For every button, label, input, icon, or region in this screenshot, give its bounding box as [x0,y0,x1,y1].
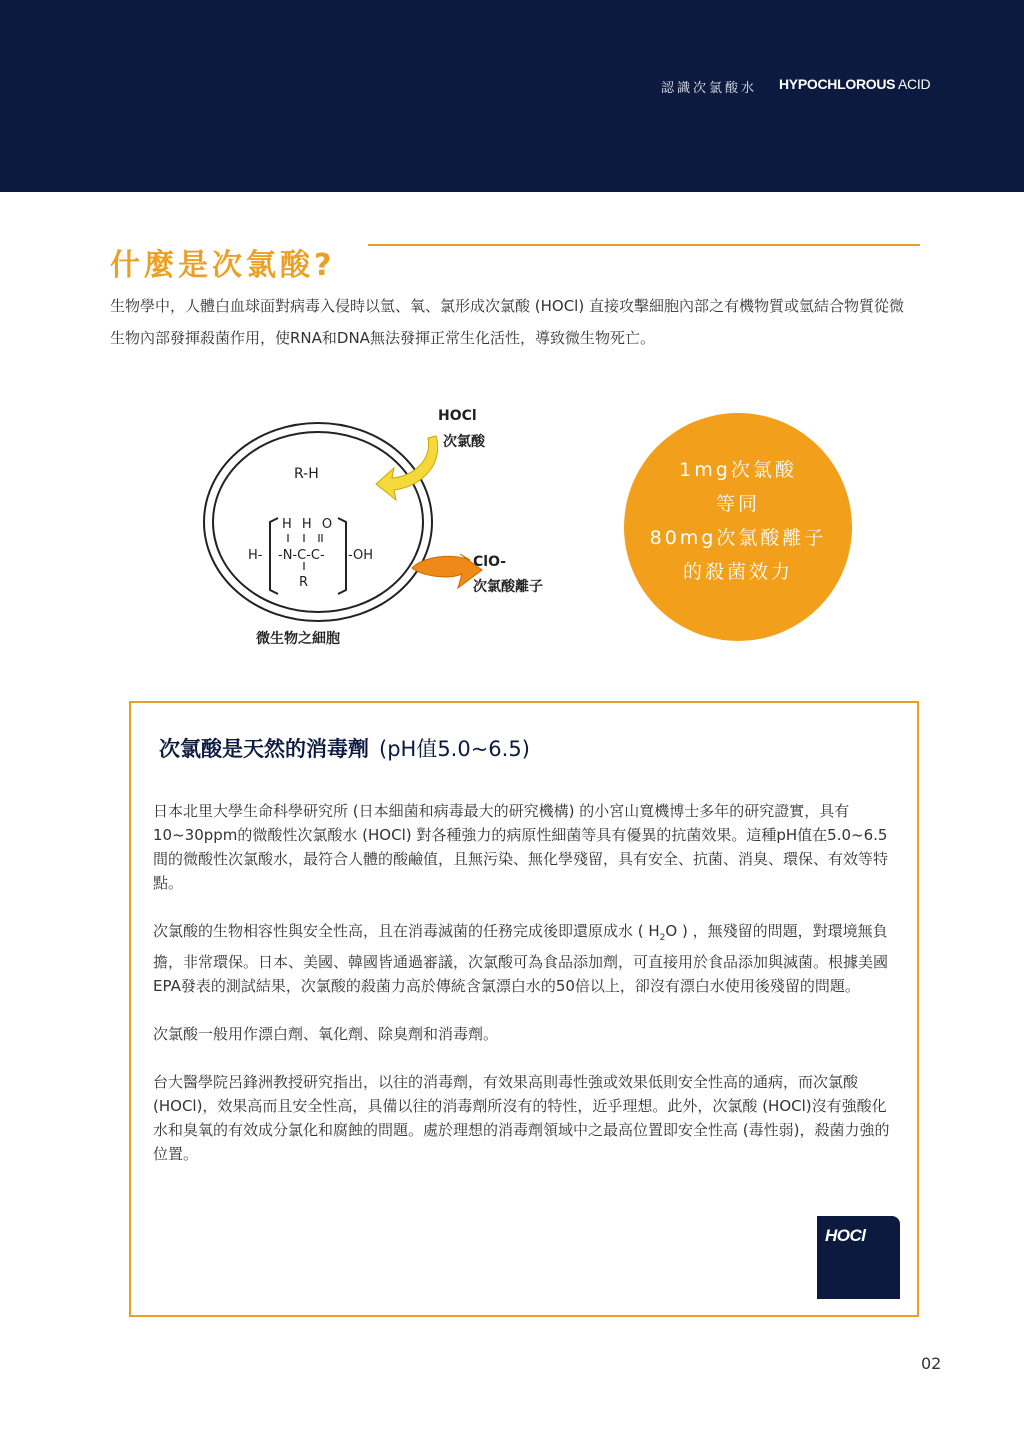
box-title-sub: (pH值5.0~6.5) [379,737,530,761]
hocl-arrow-icon [376,436,438,500]
paragraph-3: 次氯酸一般用作漂白劑、氧化劑、除臭劑和消毒劑。 [153,1025,499,1043]
box-title [159,733,530,763]
header-label-en-light: ACID [898,76,931,92]
molecule-row2-mid: -N-C-C- [278,548,325,563]
cell-diagram [200,398,580,660]
paragraph-2 [153,919,895,998]
clo-name: 次氯酸離子 [473,579,543,595]
efficacy-line-2: 等同 [715,493,760,515]
efficacy-line-1: 1mg次氯酸 [679,459,797,481]
hocl-label: HOCl [438,408,477,424]
efficacy-line-3: 80mg次氯酸離子 [649,527,827,549]
efficacy-line-4: 的殺菌效力 [682,561,793,583]
header-label-en-bold: HYPOCHLOROUS [779,76,896,92]
efficacy-text [624,453,852,589]
molecule-bracket-right [338,518,346,594]
paragraph-2-subscript: 2 [659,933,666,943]
box-paragraphs [153,799,895,1190]
molecule-bracket-left [270,518,278,594]
header-label-zh: 認識次氯酸水 [661,81,758,96]
title-divider [368,244,920,246]
molecule-row2-right: -OH [348,548,374,563]
cell-label: 微生物之細胞 [256,631,340,647]
efficacy-circle [624,413,852,641]
header-band [0,0,1024,192]
cell-illustration [200,398,580,660]
molecule-row3: R [299,575,309,590]
clo-arrow-icon [412,554,482,588]
hocl-badge [817,1216,900,1299]
molecule-row2-left: H- [248,548,263,563]
paragraph-2-part-2: O ) ，無殘留的問題，對環境無負擔，非常環保。日本、美國、韓國皆通過審議，次氯酸可為食品添加劑，可直接用於食品添加與滅菌。根據美國EPA發表的測試結果，次氯酸的殺菌力高於傳統含氯漂白水的50倍以上，卻沒有漂白水使用後殘留的問題。 [153,922,889,995]
box-title-main: 次氯酸是天然的消毒劑 [159,737,369,761]
intro-paragraph: 生物學中，人體白血球面對病毒入侵時以氫、氧、氯形成次氯酸 (HOCl) 直接攻擊細胞內部之有機物質或氫結合物質從微生物內部發揮殺菌作用，使RNA和DNA無法發揮正常生化活性，導致微生物死亡。 [110,297,904,347]
hocl-badge-label: HOCl [825,1226,866,1245]
page-number: 02 [921,1354,942,1373]
clo-label: ClO- [473,554,507,570]
rh-label: R-H [294,466,319,482]
paragraph-4: 台大醫學院呂鋒洲教授研究指出，以往的消毒劑，有效果高則毒性強或效果低則安全性高的通病，而次氯酸 (HOCl)，效果高而且安全性高，具備以往的消毒劑所沒有的特性，近乎理想。此外，次氯酸 (HOCl)沒有強酸化水和臭氧的有效成分氯化和腐蝕的問題。處於理想的消毒劑領域中之最高位置即安全性高 (毒性弱)，殺菌力強的位置。 [153,1073,890,1163]
paragraph-2-part-1: 次氯酸的生物相容性與安全性高，且在消毒滅菌的任務完成後即還原成水 ( H [153,922,660,940]
header-label-en [779,76,930,92]
molecule-row1: H H O [282,517,336,532]
hocl-name: 次氯酸 [443,434,485,450]
paragraph-1: 日本北里大學生命科學研究所 (日本細菌和病毒最大的研究機構) 的小宮山寬機博士多年的研究證實，具有10~30ppm的微酸性次氯酸水 (HOCl) 對各種強力的病原性細菌等具有優異的抗菌效果。這種pH值在5.0~6.5間的微酸性次氯酸水，最符合人體的酸鹼值，且無污染、無化學殘留，具有安全、抗菌、消臭、環保、有效等特點。 [153,802,889,892]
disinfectant-box [129,701,919,1317]
section-title: 什麼是次氯酸? [110,248,336,283]
